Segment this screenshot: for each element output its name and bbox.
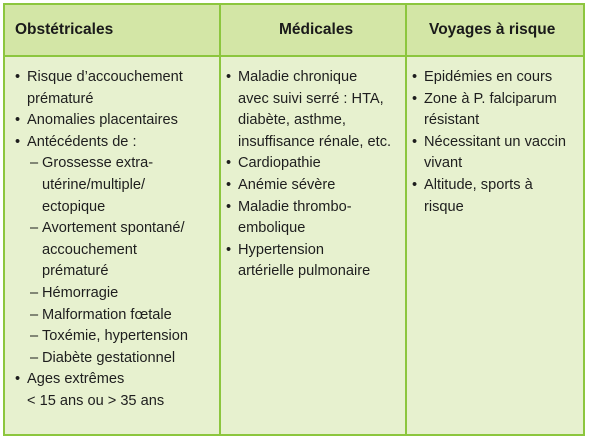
list-item-line: • Zone à P. falciparum [424, 90, 557, 107]
list-item-line: – Grossesse extra- [42, 155, 154, 172]
list-item [225, 197, 403, 240]
list-item-line: • Epidémies en cours [424, 69, 553, 85]
header-obstetricales: Obstétricales [15, 21, 114, 38]
column-voyages [411, 67, 581, 218]
list-item-line: prématuré [27, 90, 94, 107]
list-item [14, 305, 216, 327]
list-item-line: • Hypertension [238, 241, 324, 258]
list-item-line: < 15 ans ou > 35 ans [27, 392, 165, 409]
list-item-line: • Altitude, sports à [424, 176, 533, 193]
list-item [14, 369, 216, 412]
list-item-line: embolique [238, 220, 306, 237]
list-item [14, 348, 216, 370]
list-item-line: • Maladie chronique [238, 69, 358, 85]
header-medicales: Médicales [279, 21, 354, 38]
list-item-line: insuffisance rénale, etc. [238, 133, 392, 150]
list-item [411, 89, 581, 132]
list-item [14, 283, 216, 305]
list-item-line: – Hémorragie [42, 284, 119, 301]
list-item-line: – Diabète gestationnel [42, 349, 176, 366]
list-item-line: • Anomalies placentaires [27, 112, 178, 129]
list-item [225, 240, 403, 283]
list-item [14, 110, 216, 132]
list-item-line: vivant [424, 155, 463, 172]
list-item [14, 132, 216, 154]
list-item [411, 67, 581, 89]
list-item-line: diabète, asthme, [238, 112, 346, 129]
list-item-line: • Cardiopathie [238, 155, 321, 172]
header-voyages: Voyages à risque [429, 21, 556, 38]
list-item [14, 218, 216, 283]
column-divider [219, 5, 221, 434]
list-item-line: • Ages extrêmes [27, 371, 125, 388]
list-item-line: – Avortement spontané/ [42, 220, 185, 237]
column-medicales [225, 67, 403, 283]
list-item [14, 326, 216, 348]
list-item [225, 153, 403, 175]
list-item-line: – Malformation fœtale [42, 306, 172, 323]
list-item [14, 153, 216, 218]
list-item [411, 175, 581, 218]
column-obstetricales [14, 67, 216, 413]
list-item-line: résistant [424, 112, 480, 129]
table-header [5, 5, 583, 57]
list-item-line: accouchement [42, 241, 137, 258]
list-item-line: • Antécédents de : [27, 133, 137, 150]
list-item-line: • Maladie thrombo- [238, 198, 352, 215]
list-item-line: • Nécessitant un vaccin [424, 133, 566, 150]
list-item [14, 67, 216, 110]
list-item-line: ectopique [42, 198, 106, 215]
list-item-line: avec suivi serré : HTA, [238, 90, 384, 107]
list-item-line: – Toxémie, hypertension [42, 328, 189, 345]
list-item [225, 67, 403, 153]
list-item-line: risque [424, 198, 464, 215]
list-item-line: artérielle pulmonaire [238, 263, 371, 280]
risk-table [3, 3, 585, 436]
list-item-line: utérine/multiple/ [42, 176, 146, 193]
list-item-line: • Risque d’accouchement [27, 69, 183, 85]
column-divider [405, 5, 407, 434]
list-item [225, 175, 403, 197]
list-item [411, 132, 581, 175]
list-item-line: • Anémie sévère [238, 176, 336, 193]
list-item-line: prématuré [42, 263, 109, 280]
